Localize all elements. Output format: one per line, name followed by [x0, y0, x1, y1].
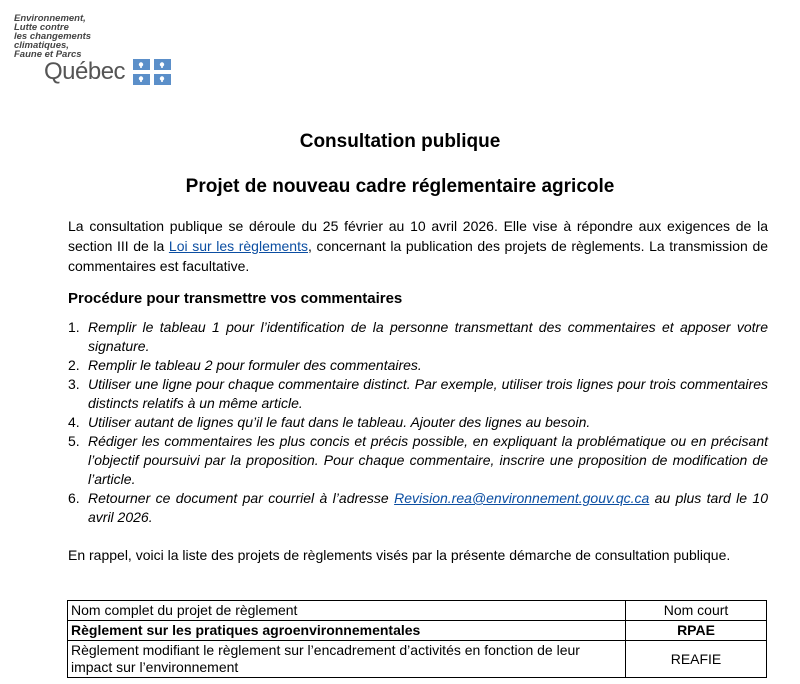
- table-header-row: [68, 601, 767, 621]
- quebec-logo: [44, 58, 171, 86]
- ministry-line: Faune et Parcs: [14, 49, 82, 60]
- procedure-heading: Procédure pour transmettre vos commentaires: [68, 290, 403, 307]
- ministry-line: Environnement,: [14, 13, 86, 24]
- step-number: 2.: [68, 357, 80, 373]
- quebec-wordmark: Québec: [44, 58, 126, 85]
- regulation-name: Règlement modifiant le règlement sur l’encadrement d’activités en fonction de leur impact sur l’environnement: [68, 641, 626, 678]
- step-number: 3.: [68, 376, 80, 392]
- ministry-line: les changements: [14, 31, 92, 42]
- quebec-flag-icon: [133, 59, 171, 85]
- step-text-part: Retourner ce document par courriel à l’adresse: [88, 490, 395, 506]
- header-cell: Nom complet du projet de règlement: [68, 601, 626, 621]
- intro-text: La consultation publique se déroule du 25 février au 10 avril 2026. Elle vise à répondre aux exigences de la section III de la: [68, 218, 768, 254]
- step-text: Remplir le tableau 2 pour formuler des commentaires.: [88, 357, 422, 373]
- loi-reglements-link[interactable]: Loi sur les règlements: [168, 238, 308, 254]
- header-cell: Nom court: [626, 601, 767, 621]
- step-number: 6.: [68, 490, 80, 506]
- regulation-name: Règlement sur les pratiques agroenvironnementales: [68, 621, 626, 641]
- table-row: [68, 621, 767, 641]
- regulation-short: RPAE: [626, 621, 767, 641]
- step-text-part: au plus tard le 10 avril 2026.: [88, 490, 769, 525]
- list-item: [68, 375, 768, 413]
- table-row: [68, 641, 767, 678]
- intro-text: , concernant la publication des projets de règlements. La transmission de commentaires est facultative.: [68, 238, 769, 274]
- page-subtitle: Projet de nouveau cadre réglementaire agricole: [185, 176, 615, 197]
- step-number: 5.: [68, 433, 80, 449]
- ministry-name: [14, 14, 134, 59]
- ministry-line: Lutte contre: [14, 22, 69, 33]
- list-item: [68, 356, 768, 375]
- reminder-paragraph: En rappel, voici la liste des projets de règlements visés par la présente démarche de consultation publique.: [68, 547, 731, 563]
- step-text: Utiliser autant de lignes qu’il le faut dans le tableau. Ajouter des lignes au besoin.: [88, 414, 591, 430]
- list-item: [68, 318, 768, 356]
- list-item: [68, 489, 768, 527]
- step-text: Utiliser une ligne pour chaque commentaire distinct. Par exemple, utiliser trois lignes pour trois commentaires distincts relatifs à un même article.: [88, 376, 768, 411]
- list-item: [68, 432, 768, 489]
- procedure-list: [68, 318, 768, 527]
- regulations-table: [67, 600, 767, 678]
- step-text: Remplir le tableau 1 pour l’identification de la personne transmettant des commentaires et apposer votre signature.: [88, 319, 768, 354]
- email-link[interactable]: Revision.rea@environnement.gouv.qc.ca: [394, 490, 650, 506]
- list-item: [68, 413, 768, 432]
- regulation-short: REAFIE: [626, 641, 767, 678]
- step-number: 1.: [68, 319, 80, 335]
- step-text: [88, 489, 768, 527]
- intro-paragraph: [68, 216, 768, 276]
- step-number: 4.: [68, 414, 80, 430]
- ministry-header: [14, 14, 214, 94]
- page-title: Consultation publique: [299, 131, 501, 152]
- ministry-line: climatiques,: [14, 40, 69, 51]
- step-text: Rédiger les commentaires les plus concis et précis possible, en expliquant la problématique ou en précisant l’objectif poursuivi par la proposition. Pour chaque commentaire, inscrire une proposition de modification de l’article.: [88, 433, 768, 487]
